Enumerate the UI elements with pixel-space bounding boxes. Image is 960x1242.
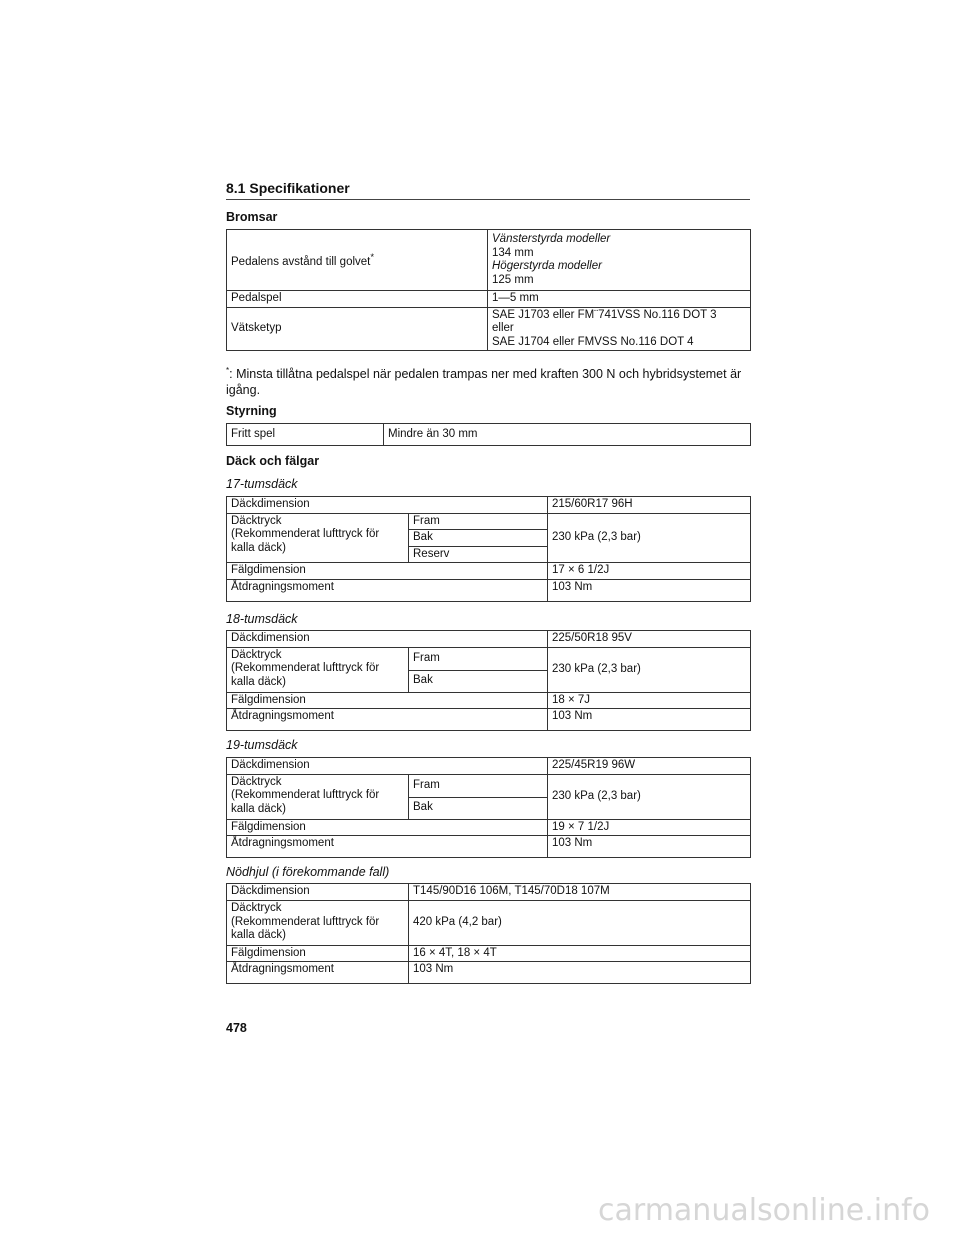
tire-dim-value: 225/45R19 96W xyxy=(548,758,751,775)
rim-value: 18 × 7J xyxy=(548,692,751,709)
tire-rear-label: Bak xyxy=(409,530,548,547)
page-number: 478 xyxy=(226,1021,247,1035)
tire-pressure-value: 230 kPa (2,3 bar) xyxy=(548,774,751,819)
table-row xyxy=(227,647,751,670)
tire-rear-label: Bak xyxy=(409,670,548,692)
table-row xyxy=(227,709,751,731)
table-row xyxy=(227,513,751,530)
table-row xyxy=(227,836,751,858)
rim-value: 19 × 7 1/2J xyxy=(548,819,751,836)
table-row xyxy=(227,631,751,648)
torque-label: Åtdragningsmoment xyxy=(227,709,548,731)
brake-distance-label-cell xyxy=(227,230,488,291)
footnote-text: : Minsta tillåtna pedalspel när pedalen trampas ner med kraften 300 N och hybridsystemet är igång. xyxy=(226,367,742,398)
spare-table xyxy=(226,883,751,984)
brakes-footnote xyxy=(226,363,750,398)
spare-torque-value: 103 Nm xyxy=(409,962,751,984)
brake-distance-label: Pedalens avstånd till golvet xyxy=(231,255,371,268)
steering-heading: Styrning xyxy=(226,404,277,418)
table-row xyxy=(227,497,751,514)
tire-pressure-value: 230 kPa (2,3 bar) xyxy=(548,513,751,563)
brakes-table xyxy=(226,229,751,351)
table-row xyxy=(227,819,751,836)
tire-dim-value: 225/50R18 95V xyxy=(548,631,751,648)
torque-label: Åtdragningsmoment xyxy=(227,836,548,858)
table-row xyxy=(227,692,751,709)
footnote-marker: * xyxy=(370,251,375,263)
pedal-play-label: Pedalspel xyxy=(227,291,488,308)
fluid-type-line2: eller xyxy=(492,322,514,334)
tire-dim-label: Däckdimension xyxy=(227,631,548,648)
spare-rim-value: 16 × 4T, 18 × 4T xyxy=(409,945,751,962)
brake-distance-value-cell xyxy=(488,230,751,291)
torque-value: 103 Nm xyxy=(548,709,751,731)
rhd-value: 125 mm xyxy=(492,273,534,286)
tire18-table xyxy=(226,630,751,731)
fluid-type-value-cell xyxy=(488,307,751,351)
steering-table xyxy=(226,423,751,446)
tire-front-label: Fram xyxy=(409,647,548,670)
table-row xyxy=(227,945,751,962)
lhd-label: Vänsterstyrda modeller xyxy=(492,233,611,245)
spare-dim-value: T145/90D16 106M, T145/70D18 107M xyxy=(409,884,751,901)
torque-value: 103 Nm xyxy=(548,836,751,858)
free-play-value: Mindre än 30 mm xyxy=(384,424,751,446)
table-row xyxy=(227,230,751,291)
tire-spare-label: Reserv xyxy=(409,546,548,563)
table-row xyxy=(227,579,751,601)
tire-rear-label: Bak xyxy=(409,797,548,819)
spare-pressure-value: 420 kPa (4,2 bar) xyxy=(409,900,751,945)
tire-front-label: Fram xyxy=(409,513,548,530)
spare-title: Nödhjul (i förekommande fall) xyxy=(226,865,390,879)
table-row xyxy=(227,291,751,308)
tires-heading: Däck och fälgar xyxy=(226,454,320,468)
brakes-heading: Bromsar xyxy=(226,210,278,224)
rim-label: Fälgdimension xyxy=(227,692,548,709)
torque-value: 103 Nm xyxy=(548,579,751,601)
tire-pressure-value: 230 kPa (2,3 bar) xyxy=(548,647,751,692)
spare-dim-label: Däckdimension xyxy=(227,884,409,901)
torque-label: Åtdragningsmoment xyxy=(227,579,548,601)
table-row xyxy=(227,774,751,797)
tire19-title: 19-tumsdäck xyxy=(226,738,298,752)
rhd-label: Högerstyrda modeller xyxy=(492,260,602,272)
tire-pressure-label: Däcktryck (Rekommenderat lufttryck för kalla däck) xyxy=(227,774,409,819)
lhd-value: 134 mm xyxy=(492,246,534,259)
tire-dim-label: Däckdimension xyxy=(227,497,548,514)
table-row xyxy=(227,307,751,351)
table-row xyxy=(227,884,751,901)
rim-value: 17 × 6 1/2J xyxy=(548,563,751,580)
fluid-type-label: Vätsketyp xyxy=(227,307,488,351)
tire17-title: 17-tumsdäck xyxy=(226,477,298,491)
tire18-title: 18-tumsdäck xyxy=(226,612,298,626)
footnote-marker: * xyxy=(226,366,230,375)
pedal-play-value: 1—5 mm xyxy=(488,291,751,308)
spare-pressure-label: Däcktryck (Rekommenderat lufttryck för kalla däck) xyxy=(227,900,409,945)
tire-dim-value: 215/60R17 96H xyxy=(548,497,751,514)
fluid-type-line3: SAE J1704 eller FMVSS No.116 DOT 4 xyxy=(492,335,694,348)
table-row xyxy=(227,900,751,945)
tire17-table xyxy=(226,496,751,602)
tire-pressure-label: Däcktryck (Rekommenderat lufttryck för kalla däck) xyxy=(227,647,409,692)
table-row xyxy=(227,563,751,580)
spare-rim-label: Fälgdimension xyxy=(227,945,409,962)
watermark: carmanualsonline.info xyxy=(598,1193,930,1228)
section-title: 8.1 Specifikationer xyxy=(226,180,750,200)
table-row xyxy=(227,962,751,984)
tire-dim-label: Däckdimension xyxy=(227,758,548,775)
spare-torque-label: Åtdragningsmoment xyxy=(227,962,409,984)
table-row xyxy=(227,424,751,446)
rim-label: Fälgdimension xyxy=(227,563,548,580)
free-play-label: Fritt spel xyxy=(227,424,384,446)
rim-label: Fälgdimension xyxy=(227,819,548,836)
tire-front-label: Fram xyxy=(409,774,548,797)
tire19-table xyxy=(226,757,751,858)
fluid-type-line1: SAE J1703 eller FM¨741VSS No.116 DOT 3 xyxy=(492,308,717,321)
table-row xyxy=(227,758,751,775)
tire-pressure-label: Däcktryck (Rekommenderat lufttryck för kalla däck) xyxy=(227,513,409,563)
